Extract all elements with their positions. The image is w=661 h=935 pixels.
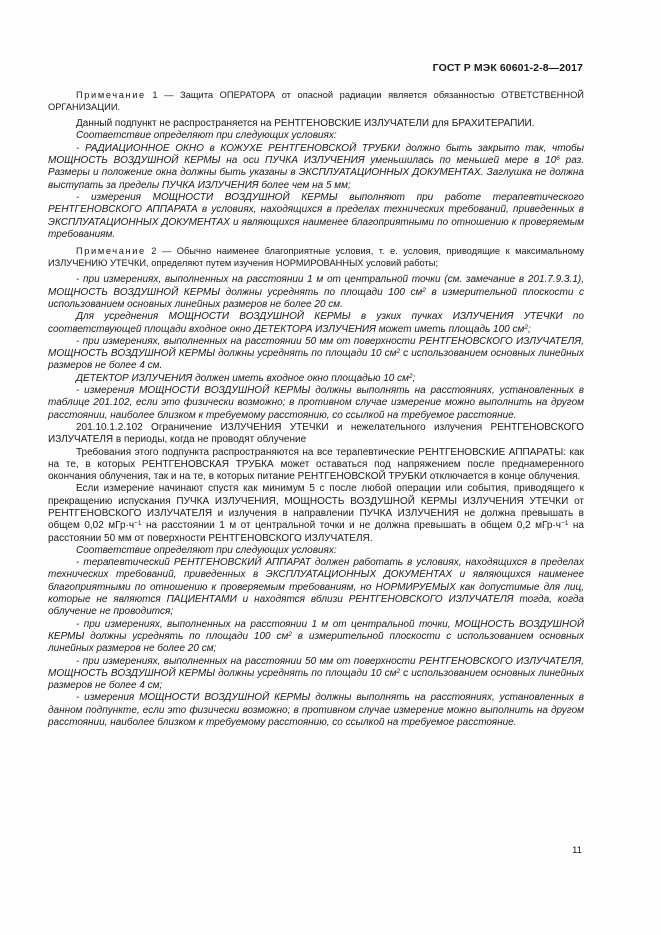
text-run: - при измерениях, выполненных на расстоянии 1 м от центральной точки (см. замечание в 201.7.9.3.1), МОЩНОСТЬ ВОЗДУШНОЙ КЕРМЫ должны усреднять по площади 100 см	[48, 274, 584, 298]
text-run: Если измерение начинают спустя как минимум 5 с после любой операции или события, приводящего к прекращению испускания ПУЧКА ИЗЛУЧЕНИЯ, МОЩНОСТЬ ВОЗДУШНОЙ КЕРМЫ ИЗЛУЧЕНИЯ УТЕЧКИ от РЕНТГЕНОВСКОГО ИЗЛУЧАТЕЛЯ и излучения в направлении ПУЧКА ИЗЛУЧЕНИЯ не должна превышать в общем 0,02 мГр·ч	[48, 483, 584, 532]
text-run: - при измерениях, выполненных на расстоянии 1 м от центральной точки, МОЩНОСТЬ ВОЗДУШНОЙ КЕРМЫ должны усреднять по площади 100 см	[48, 618, 584, 642]
superscript: 6	[556, 155, 560, 163]
standard-header: ГОСТ Р МЭК 60601-2-8—2017	[432, 62, 583, 74]
superscript: −1	[134, 520, 142, 528]
superscript: −1	[561, 520, 569, 528]
text-run: - при измерениях, выполненных на расстоянии 50 мм от поверхности РЕНТГЕНОВСКОГО ИЗЛУЧАТЕЛЯ, МОЩНОСТЬ ВОЗДУШНОЙ КЕРМЫ должны усреднять по площади 10 см	[48, 335, 584, 360]
paragraph	[48, 336, 584, 373]
note-2-text: 2 — Обычно наименее благоприятные условия, т. е. условия, приводящие к максимальному ИЗЛУЧЕНИЮ УТЕЧКИ, определяют путем изучения НОРМИРОВАННЫХ условий работы;	[48, 246, 584, 268]
text-run: с использованием основных линейных размеров не более 4 см;	[48, 667, 585, 692]
paragraph: - измерения МОЩНОСТИ ВОЗДУШНОЙ КЕРМЫ должны выполнять на расстояниях, установленных в таблице 201.102, если это физически возможно; в противном случае измерение можно выполнить на другом расстоянии, наиболее близком к требуемому расстоянию, со ссылкой на требуемое расстояние.	[48, 385, 584, 421]
paragraph	[48, 143, 584, 192]
superscript: 2	[396, 667, 401, 675]
text-run: на расстоянии 50 мм от поверхности РЕНТГЕНОВСКОГО ИЗЛУЧАТЕЛЯ.	[48, 520, 584, 544]
paragraph: Требования этого подпункта распространяются на все терапевтические РЕНТГЕНОВСКИЕ АППАРАТЫ: как на те, в которых РЕНТГЕНОВСКАЯ ТРУБКА может оставаться под напряжением после преднамеренного окончания облучения, так и на те, в которых питание РЕНТГЕНОВСКОЙ ТРУБКИ отключается в конце облучения.	[48, 446, 584, 483]
note-1	[48, 90, 584, 113]
text-run: - при измерениях, выполненных на расстоянии 50 мм от поверхности РЕНТГЕНОВСКОГО ИЗЛУЧАТЕЛЯ, МОЩНОСТЬ ВОЗДУШНОЙ КЕРМЫ должны усреднять по площади 10 см	[48, 655, 584, 679]
paragraph	[48, 483, 584, 544]
text-run: в измерительной плоскости с использованием основных линейных размеров не более 20 см;	[48, 630, 584, 655]
superscript: 2	[422, 286, 426, 294]
paragraph: Соответствие определяют при следующих условиях:	[76, 544, 337, 556]
text-run: на расстоянии 1 м от центральной точки и не должна превышать в общем 0,2 мГр·ч	[141, 520, 561, 532]
note-1-label: Примечание	[76, 90, 146, 100]
note-2	[48, 246, 584, 269]
paragraph: Данный подпункт не распространяется на РЕНТГЕНОВСКИЕ ИЗЛУЧАТЕЛИ для БРАХИТЕРАПИИ.	[76, 118, 535, 130]
paragraph	[48, 274, 584, 311]
document-body	[48, 88, 584, 729]
paragraph	[48, 619, 584, 656]
text-run: раз. Размеры и положение окна должны быть указаны в ЭКСПЛУАТАЦИОННЫХ ДОКУМЕНТАХ. Заглушка не должна выступать за пределы ПУЧКА ИЗЛУЧЕНИЯ более чем на 5 мм;	[48, 155, 585, 191]
text-run: ;	[527, 323, 531, 335]
paragraph: - измерения МОЩНОСТИ ВОЗДУШНОЙ КЕРМЫ выполняют при работе терапевтического РЕНТГЕНОВСКОГО АППАРАТА в условиях, находящихся в пределах технических требований, приведенных в ЭКСПЛУАТАЦИОННЫХ ДОКУМЕНТАХ и являющихся наименее благоприятными по отношению к проверяемым требованиям.	[48, 191, 584, 240]
note-1-text: 1 — Защита ОПЕРАТОРА от опасной радиации является обязанностью ОТВЕТСТВЕННОЙ ОРГАНИЗАЦИИ.	[48, 90, 584, 112]
superscript: 2	[409, 372, 413, 380]
paragraph: - терапевтический РЕНТГЕНОВСКИЙ АППАРАТ должен работать в условиях, находящихся в пределах технических требований, приведенных в ЭКСПЛУАТАЦИОННЫХ ДОКУМЕНТАХ и являющихся наименее благоприятными по отношению к проверяемым требованиям, но НОРМИРУЕМЫХ как допустимые для лиц, которые не являются ПАЦИЕНТАМИ и находятся вблизи РЕНТГЕНОВСКОГО ИЗЛУЧАТЕЛЯ тогда, когда облучение не проводится;	[48, 557, 584, 618]
text-run: Для усреднения МОЩНОСТИ ВОЗДУШНОЙ КЕРМЫ в узких пучках ИЗЛУЧЕНИЯ УТЕЧКИ по соответствующей площади входное окно ДЕТЕКТОРА ИЗЛУЧЕНИЯ может иметь площадь 100 см	[48, 311, 584, 335]
text-run: - РАДИАЦИОННОЕ ОКНО в КОЖУХЕ РЕНТГЕНОВСКОЙ ТРУБКИ должно быть закрыто так, чтобы МОЩНОСТЬ ВОЗДУШНОЙ КЕРМЫ на оси ПУЧКА ИЗЛУЧЕНИЯ уменьшилась по меньшей мере в 10	[48, 142, 584, 167]
paragraph: Соответствие определяют при следующих условиях:	[76, 130, 337, 142]
superscript: 2	[288, 630, 292, 638]
note-2-label: Примечание	[76, 246, 146, 257]
paragraph: - измерения МОЩНОСТИ ВОЗДУШНОЙ КЕРМЫ должны выполнять на расстояниях, установленных в данном подпункте, если это физически возможно; в противном случае измерение можно выполнить на другом расстоянии, наиболее близком к требуемому расстоянию, со ссылкой на требуемое расстояние.	[48, 692, 584, 729]
subclause-heading: 201.10.1.2.102 Ограничение ИЗЛУЧЕНИЯ УТЕЧКИ и нежелательного излучения РЕНТГЕНОВСКОГО ИЗЛУЧАТЕЛЯ в периоды, когда не проводят облучение	[48, 421, 584, 446]
page-number: 11	[572, 845, 582, 856]
paragraph	[48, 311, 584, 336]
text-run: ;	[412, 372, 416, 384]
text-run: с использованием основных линейных размеров не более 4 см.	[48, 348, 585, 372]
text-run: ДЕТЕКТОР ИЗЛУЧЕНИЯ должен иметь входное окно площадью 10 см	[76, 372, 409, 384]
superscript: 2	[396, 348, 401, 356]
paragraph	[48, 656, 584, 693]
superscript: 2	[524, 323, 528, 331]
paragraph	[48, 373, 584, 385]
text-run: в измерительной плоскости с использованием основных линейных размеров не более 20 см.	[48, 286, 584, 310]
